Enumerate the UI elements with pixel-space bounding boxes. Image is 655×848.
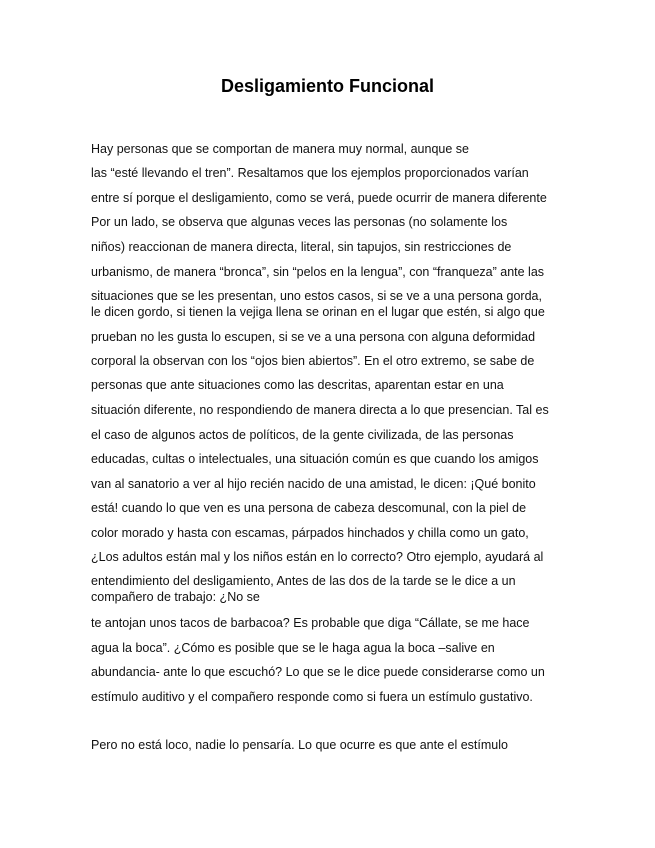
body-line: agua la boca”. ¿Cómo es posible que se le haga agua la boca –salive en: [91, 641, 495, 655]
body-line: situación diferente, no respondiendo de manera directa a lo que presencian. Tal es: [91, 403, 549, 417]
body-line: corporal la observan con los “ojos bien abiertos”. En el otro extremo, se sabe de: [91, 354, 535, 368]
body-line: le dicen gordo, si tienen la vejiga llena se orinan en el lugar que estén, si algo que: [91, 305, 545, 319]
body-line: estímulo auditivo y el compañero responde como si fuera un estímulo gustativo.: [91, 690, 533, 704]
body-line: el caso de algunos actos de políticos, de la gente civilizada, de las personas: [91, 428, 514, 442]
body-line: ¿Los adultos están mal y los niños están en lo correcto? Otro ejemplo, ayudará al: [91, 550, 544, 564]
body-line: prueban no les gusta lo escupen, si se ve a una persona con alguna deformidad: [91, 330, 536, 344]
body-line: personas que ante situaciones como las descritas, aparentan estar en una: [91, 378, 504, 392]
body-line: educadas, cultas o intelectuales, una situación común es que cuando los amigos: [91, 452, 539, 466]
body-line: van al sanatorio a ver al hijo recién nacido de una amistad, le dicen: ¡Qué bonito: [91, 477, 536, 491]
body-line: entendimiento del desligamiento, Antes de las dos de la tarde se le dice a un: [91, 574, 516, 588]
body-line: situaciones que se les presentan, uno estos casos, si se ve a una persona gorda,: [91, 289, 542, 303]
body-line: abundancia- ante lo que escuchó? Lo que se le dice puede considerarse como un: [91, 665, 545, 679]
body-line: Pero no está loco, nadie lo pensaría. Lo que ocurre es que ante el estímulo: [91, 738, 508, 752]
body-line: color morado y hasta con escamas, párpados hinchados y chilla como un gato,: [91, 526, 529, 540]
body-line: entre sí porque el desligamiento, como se verá, puede ocurrir de manera diferente: [91, 191, 547, 205]
body-line: Por un lado, se observa que algunas veces las personas (no solamente los: [91, 215, 508, 229]
body-line: urbanismo, de manera “bronca”, sin “pelos en la lengua”, con “franqueza” ante las: [91, 265, 545, 279]
body-line: Hay personas que se comportan de manera muy normal, aunque se: [91, 142, 469, 156]
body-line: está! cuando lo que ven es una persona de cabeza descomunal, con la piel de: [91, 501, 527, 515]
document-title: Desligamiento Funcional: [220, 76, 435, 96]
body-line: niños) reaccionan de manera directa, literal, sin tapujos, sin restricciones de: [91, 240, 512, 254]
body-line: te antojan unos tacos de barbacoa? Es probable que diga “Cállate, se me hace: [91, 616, 530, 630]
body-line: las “esté llevando el tren”. Resaltamos que los ejemplos proporcionados varían: [91, 166, 529, 180]
body-line: compañero de trabajo: ¿No se: [91, 590, 260, 604]
